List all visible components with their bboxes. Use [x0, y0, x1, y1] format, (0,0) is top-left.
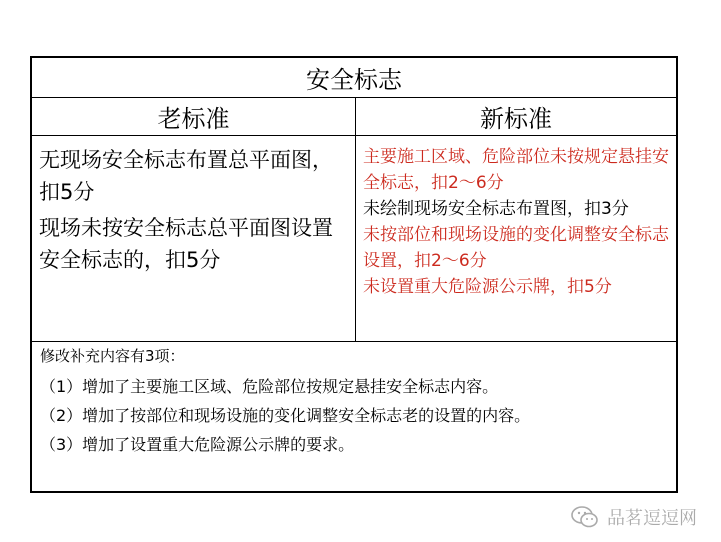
- header-row: [32, 98, 676, 136]
- wechat-icon: [571, 505, 599, 529]
- new-item: 主要施工区域、危险部位未按规定悬挂安全标志，扣2～6分: [363, 147, 669, 193]
- header-old-standard: 老标准: [32, 98, 356, 135]
- header-new-standard: 新标准: [480, 105, 552, 133]
- new-item: 未设置重大危险源公示牌，扣5分: [363, 277, 612, 297]
- old-item: 无现场安全标志布置总平面图，扣5分: [39, 148, 333, 204]
- old-item: 现场未按安全标志总平面图设置安全标志的，扣5分: [39, 216, 333, 272]
- body-row: [32, 136, 676, 342]
- note-item: （2）增加了按部位和现场设施的变化调整安全标志老的设置的内容。: [40, 406, 531, 425]
- new-item: 未按部位和现场设施的变化调整安全标志设置，扣2～6分: [363, 225, 669, 271]
- note-item: （1）增加了主要施工区域、危险部位按规定悬挂安全标志内容。: [40, 377, 499, 396]
- table-title: 安全标志: [32, 58, 676, 98]
- notes-cell: [32, 342, 676, 459]
- standards-table: [30, 56, 678, 493]
- watermark: [571, 504, 697, 530]
- watermark-text: 品茗逗逗网: [607, 508, 697, 529]
- old-standard-cell: [32, 136, 356, 341]
- new-item: 未绘制现场安全标志布置图，扣3分: [363, 199, 629, 219]
- note-item: （3）增加了设置重大危险源公示牌的要求。: [40, 435, 355, 454]
- new-standard-cell: [356, 136, 676, 341]
- notes-title: 修改补充内容有3项：: [40, 347, 185, 365]
